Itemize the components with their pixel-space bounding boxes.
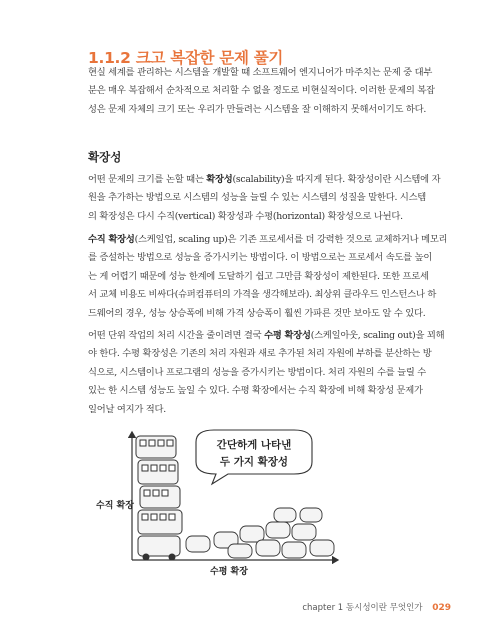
text-line: [88, 231, 448, 249]
scalability-illustration: [88, 428, 348, 578]
x-axis-label: 수평 확장: [210, 567, 248, 577]
text-span: (스케일아웃, scaling out)을 꾀해: [310, 330, 445, 341]
text-line: [88, 327, 445, 345]
paragraph-horizontal: [88, 327, 445, 419]
paragraph-vertical: [88, 231, 448, 323]
bus-stack-icon: [136, 436, 182, 560]
term-vertical-scaling: 수직 확장성: [88, 234, 135, 245]
text-line: 원을 추가하는 방법으로 시스템의 성능을 늘릴 수 있는 시스템의 성질을 말한다. 시스템: [88, 192, 427, 204]
term-horizontal-scaling: 수평 확장성: [264, 330, 311, 341]
text-line: 성은 문제 자체의 크기 또는 우리가 만들려는 시스템을 잘 이해하지 못해서이기도 하다.: [88, 103, 427, 115]
text-line: 드웨어의 경우, 성능 상승폭에 비해 가격 상승폭이 훨씬 가파른 것만 보아도 알 수 있다.: [88, 307, 426, 319]
bubble-line-2: 두 가지 확장성: [219, 456, 289, 468]
chapter-title: 동시성이란 무엇인가: [345, 603, 423, 613]
chapter-label: chapter 1: [302, 603, 344, 613]
section-title-text: 크고 복잡한 문제 풀기: [135, 49, 284, 67]
text-line: 는 게 어렵기 때문에 성능 한계에 도달하기 쉽고 그만큼 확장성이 제한된다. 또한 프로세: [88, 270, 429, 282]
subsection-title: 확장성: [88, 150, 122, 164]
speech-bubble: [196, 430, 312, 484]
term-scalability: 확장성: [206, 174, 233, 185]
text-span: 어떤 단위 작업의 처리 시간을 줄이려면 결국: [88, 330, 265, 341]
text-span: (scalability)을 따지게 된다. 확장성이란 시스템에 자: [232, 174, 441, 185]
paragraph-scalability: [88, 171, 441, 226]
intro-paragraph: [88, 64, 433, 119]
section-number: 1.1.2: [88, 49, 131, 67]
y-axis-label: 수직 확장: [96, 501, 134, 511]
text-line: 를 증설하는 방법으로 성능을 증가시키는 방법이다. 이 방법으로는 프로세서 속도를 높이: [88, 252, 433, 264]
text-span: (스케일업, scaling up)은 기존 프로세서를 더 강력한 것으로 교체하거나 메모리: [134, 234, 448, 245]
text-line: 분은 매우 복잡해서 순차적으로 처리할 수 없을 정도로 비현실적이다. 이러한 문제의 복잡: [88, 85, 435, 97]
text-line: 야 한다. 수평 확장성은 기존의 처리 자원과 새로 추가된 처리 자원에 부하를 분산하는 방: [88, 348, 432, 360]
text-line: 의 확장성은 다시 수직(vertical) 확장성과 수평(horizontal) 확장성으로 나뉜다.: [88, 210, 403, 222]
text-span: 어떤 문제의 크기를 논할 때는: [88, 174, 207, 185]
text-line: 현실 세계를 관리하는 시스템을 개발할 때 소프트웨어 엔지니어가 마주치는 문제 중 대부: [88, 67, 433, 78]
bubble-line-1: 간단하게 나타낸: [216, 439, 292, 451]
page-footer: [302, 601, 451, 613]
text-line: 서 교체 비용도 비싸다(슈퍼컴퓨터의 가격을 생각해보라). 최상위 클라우드 인스턴스나 하: [88, 289, 437, 301]
text-line: 있는 한 시스템 성능도 높일 수 있다. 수평 확장에서는 수직 확장에 비해 확장성 문제가: [88, 385, 423, 397]
text-line: 일어날 여지가 적다.: [88, 403, 166, 415]
text-line: [88, 171, 441, 189]
page-number: 029: [432, 603, 451, 613]
text-line: 식으로, 시스템이나 프로그램의 성능을 증가시키는 방법이다. 처리 자원의 수를 늘릴 수: [88, 366, 427, 378]
car-crowd-icon: [186, 508, 334, 558]
